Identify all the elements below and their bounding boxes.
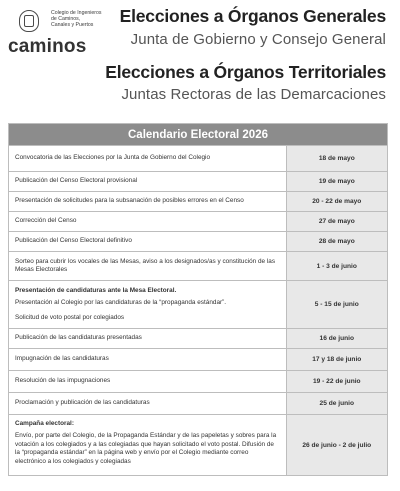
row-heading: Campaña electoral: xyxy=(15,420,74,427)
page-subtitle-territorial: Juntas Rectoras de las Demarcaciones xyxy=(121,86,386,103)
page-title-general: Elecciones a Órganos Generales xyxy=(119,6,386,26)
logo-wordmark: caminos xyxy=(8,36,87,57)
row-line: Envío, por parte del Colegio, de la Propaganda Estándar y de las papeletas y sobres para la votación a los colegiados y a las colegiadas que hayan solicitado el voto postal. Difusión de la “propaganda estándar” en la página web y envío por el Colegio mediante correo electrónico a los colegiados y colegiadas xyxy=(15,432,277,465)
row-date: 19 - 22 de junio xyxy=(286,371,387,392)
row-date: 17 y 18 de junio xyxy=(286,349,387,370)
table-row xyxy=(9,328,387,348)
row-description: Corrección del Censo xyxy=(15,217,77,225)
logo-org-name: Colegio de Ingenieros de Caminos, Canales y Puertos xyxy=(51,10,102,28)
row-line: Presentación al Colegio por las candidaturas de la “propaganda estándar”. xyxy=(15,299,227,307)
row-date: 5 - 15 de junio xyxy=(286,281,387,328)
seal-icon xyxy=(19,10,39,32)
page-subtitle-general: Junta de Gobierno y Consejo General xyxy=(130,31,386,48)
row-description: Presentación de solicitudes para la subsanación de posibles errores en el Censo xyxy=(15,197,244,205)
table-row xyxy=(9,348,387,370)
table-row xyxy=(9,280,387,328)
row-description: Publicación del Censo Electoral definitivo xyxy=(15,237,132,245)
header xyxy=(0,0,400,112)
table-row xyxy=(9,392,387,414)
row-description: Publicación del Censo Electoral provisional xyxy=(15,177,138,185)
table-row xyxy=(9,370,387,392)
row-date: 20 - 22 de mayo xyxy=(286,192,387,211)
table-row xyxy=(9,231,387,251)
row-date: 25 de junio xyxy=(286,393,387,414)
row-line: Solicitud de voto postal por colegiados xyxy=(15,313,125,321)
row-description xyxy=(9,415,286,475)
row-date: 28 de mayo xyxy=(286,232,387,251)
page-title-territorial: Elecciones a Órganos Territoriales xyxy=(105,62,386,82)
row-description: Impugnación de las candidaturas xyxy=(15,355,109,363)
row-description xyxy=(9,281,286,328)
table-row xyxy=(9,211,387,231)
table-row xyxy=(9,145,387,171)
row-description: Convocatoria de las Elecciones por la Junta de Gobierno del Colegio xyxy=(15,154,211,162)
table-row xyxy=(9,414,387,475)
row-heading: Presentación de candidaturas ante la Mesa Electoral. xyxy=(15,286,177,294)
row-description: Resolución de las impugnaciones xyxy=(15,377,111,385)
row-date: 1 - 3 de junio xyxy=(286,252,387,280)
row-date: 19 de mayo xyxy=(286,172,387,191)
table-row xyxy=(9,251,387,280)
row-description: Publicación de las candidaturas presentadas xyxy=(15,334,142,342)
logo[interactable] xyxy=(8,8,128,58)
row-date: 16 de junio xyxy=(286,329,387,348)
calendar-table xyxy=(8,123,388,476)
row-description: Sorteo para cubrir los vocales de las Mesas, aviso a los designados/as y constitución de las Mesas Electorales xyxy=(15,257,276,273)
table-row xyxy=(9,171,387,191)
row-date: 27 de mayo xyxy=(286,212,387,231)
row-date: 26 de junio - 2 de julio xyxy=(286,415,387,475)
row-date: 18 de mayo xyxy=(286,146,387,171)
calendar-title: Calendario Electoral 2026 xyxy=(9,124,387,145)
row-description: Proclamación y publicación de las candidaturas xyxy=(15,399,150,407)
table-row xyxy=(9,191,387,211)
